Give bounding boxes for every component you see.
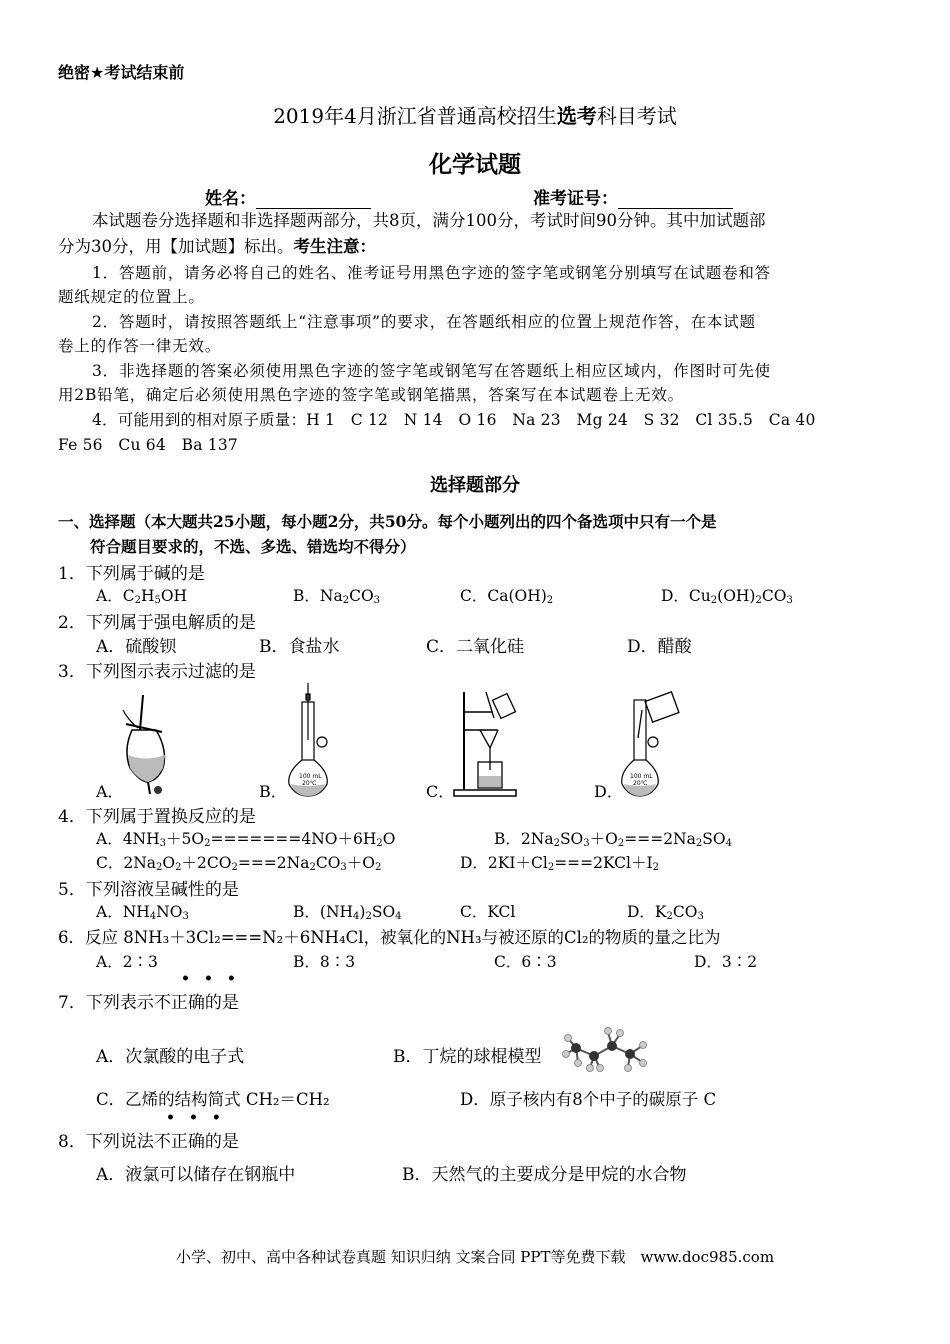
q1-option-a: A．$C_2H_5OH$ bbox=[96, 587, 188, 606]
subject-title: 化学试题 bbox=[429, 152, 521, 178]
question-6: 6．反应 8NH₃＋3Cl₂===N₂＋6NH₄Cl，被氧化的NH₃与被还原的Cl₂的物质的量之比为 bbox=[58, 928, 721, 947]
intro-line1: 本试题卷分选择题和非选择题两部分，共8页，满分100分，考试时间90分钟。其中加试题部 bbox=[92, 211, 766, 230]
filtration-apparatus-image bbox=[450, 688, 530, 800]
exam-title: 2019年4月浙江省普通高校招生选考科目考试 bbox=[273, 104, 677, 128]
q6-option-d: D．3∶2 bbox=[694, 953, 758, 971]
q7-option-d: D．原子核内有8个中子的碳原子 C bbox=[460, 1090, 717, 1109]
q2-option-c: C．二氧化硅 bbox=[426, 637, 525, 657]
q1-option-c: C．$Ca(OH)_2$ bbox=[460, 587, 554, 606]
footer-text: 小学、初中、高中各种试卷真题 知识归纳 文案合同 PPT等免费下载 www.doc985.com bbox=[175, 1248, 775, 1266]
q5-option-a: A．$NH_4NO_3$ bbox=[96, 903, 189, 922]
q6-option-a: A．2∶3 bbox=[96, 953, 158, 971]
q5-option-c: C．KCl bbox=[460, 903, 516, 921]
name-field: 姓名： bbox=[205, 184, 371, 209]
q3-option-d: D． bbox=[594, 782, 623, 801]
q6-option-b: B．8∶3 bbox=[293, 953, 356, 971]
volumetric-flask-image bbox=[285, 680, 345, 800]
q7-option-a: A．次氯酸的电子式 bbox=[96, 1047, 245, 1067]
q4-option-d: D．$2KI+Cl_2===2KCl+I_2$ bbox=[460, 854, 659, 873]
note-4a: 4．可能用到的相对原子质量：H 1 C 12 N 14 O 16 Na 23 Mg 24 S 32 Cl 35.5 Ca 40 bbox=[92, 411, 816, 429]
q8-option-a: A．液氯可以储存在钢瓶中 bbox=[96, 1165, 296, 1185]
note-2b: 卷上的作答一律无效。 bbox=[58, 337, 222, 355]
note-1b: 题纸规定的位置上。 bbox=[58, 288, 205, 306]
butane-ball-stick-model bbox=[562, 1026, 648, 1072]
emphasis-dots: ••• bbox=[181, 971, 250, 987]
section-title: 选择题部分 bbox=[430, 475, 520, 496]
secret-label: 绝密★考试结束前 bbox=[58, 63, 185, 82]
q1-option-b: B．$Na_2CO_3$ bbox=[293, 587, 381, 606]
section-desc: 符合题目要求的，不选、多选、错选均不得分） bbox=[90, 537, 416, 556]
note-4b: Fe 56 Cu 64 Ba 137 bbox=[58, 436, 238, 454]
q7-option-b: B．丁烷的球棍模型 bbox=[393, 1047, 542, 1067]
question-3: 3．下列图示表示过滤的是 bbox=[58, 662, 256, 682]
svg-text:100 mL: 100 mL bbox=[299, 773, 322, 780]
question-8: 8．下列说法不正确的是 bbox=[58, 1132, 239, 1152]
pouring-into-flask-image bbox=[620, 690, 690, 800]
note-3b: 用2B铅笔，确定后必须使用黑色字迹的签字笔或钢笔描黑，答案写在本试题卷上无效。 bbox=[58, 386, 684, 404]
q4-option-a: A．$4NH_3+5O_2=======4NO+6H_2O$ bbox=[96, 830, 396, 849]
q4-option-c: C．$2Na_2O_2+2CO_2===2Na_2CO_3+O_2$ bbox=[96, 854, 382, 873]
q3-option-a: A． bbox=[96, 782, 124, 801]
note-3a: 3．非选择题的答案必须使用黑色字迹的签字笔或钢笔写在答题纸上相应区域内，作图时可先使 bbox=[92, 362, 771, 380]
intro-line2: 分为30分，用【加试题】标出。考生注意： bbox=[58, 237, 376, 256]
note-1a: 1．答题前，请务必将自己的姓名、准考证号用黑色字迹的签字笔或钢笔分别填写在试题卷和答 bbox=[92, 264, 771, 282]
q1-option-d: D．$Cu_2(OH)_2CO_3$ bbox=[661, 587, 793, 606]
svg-text:20℃: 20℃ bbox=[633, 780, 648, 787]
question-2: 2．下列属于强电解质的是 bbox=[58, 613, 256, 633]
question-4: 4．下列属于置换反应的是 bbox=[58, 807, 256, 827]
note-2a: 2．答题时，请按照答题纸上“注意事项”的要求，在答题纸相应的位置上规范作答，在本试题 bbox=[92, 313, 756, 331]
emphasis-dots: ••• bbox=[166, 1110, 235, 1126]
q3-option-c: C． bbox=[426, 782, 455, 801]
q4-option-b: B．$2Na_2SO_3+O_2===2Na_2SO_4$ bbox=[494, 830, 732, 849]
id-field: 准考证号： bbox=[533, 184, 733, 209]
q7-option-c: C．乙烯的结构简式 CH₂＝CH₂ bbox=[96, 1090, 330, 1109]
question-1: 1．下列属于碱的是 bbox=[58, 564, 205, 584]
section-heading: 一、选择题（本大题共25小题，每小题2分，共50分。每个小题列出的四个备选项中只有一个是 bbox=[58, 512, 717, 531]
q8-option-b: B．天然气的主要成分是甲烷的水合物 bbox=[402, 1165, 687, 1185]
q2-option-b: B．食盐水 bbox=[259, 637, 340, 657]
svg-text:100 mL: 100 mL bbox=[630, 773, 653, 780]
q6-option-c: C．6∶3 bbox=[494, 953, 557, 971]
separatory-funnel-image bbox=[118, 690, 176, 800]
q5-option-b: B．$(NH_4)_2SO_4$ bbox=[293, 903, 402, 922]
q5-option-d: D．$K_2CO_3$ bbox=[627, 903, 704, 922]
q2-option-d: D．醋酸 bbox=[627, 637, 692, 657]
q2-option-a: A．硫酸钡 bbox=[96, 637, 177, 657]
question-7: 7．下列表示不正确的是 bbox=[58, 993, 239, 1013]
svg-text:20℃: 20℃ bbox=[302, 780, 317, 787]
question-5: 5．下列溶液呈碱性的是 bbox=[58, 880, 239, 900]
q3-option-b: B． bbox=[259, 782, 287, 801]
